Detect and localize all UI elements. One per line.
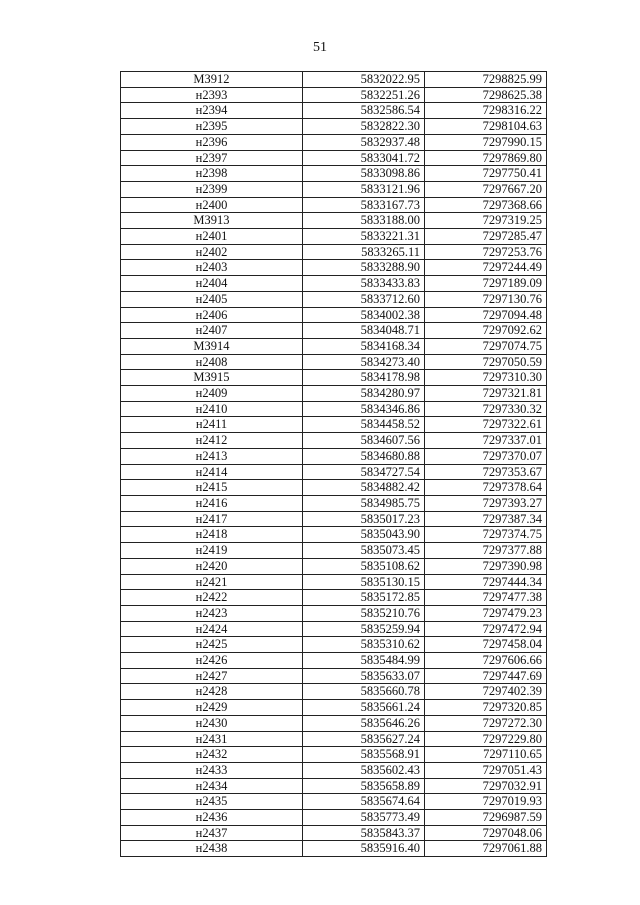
x-coordinate-cell: 5835310.62	[303, 637, 425, 653]
point-name-cell: н2407	[121, 323, 303, 339]
y-coordinate-cell: 7297322.61	[425, 417, 547, 433]
table-row	[121, 543, 547, 559]
x-coordinate-cell: 5834002.38	[303, 307, 425, 323]
point-name-cell: н2416	[121, 495, 303, 511]
table-row	[121, 354, 547, 370]
page-number: 51	[313, 40, 327, 55]
table-row	[121, 166, 547, 182]
table-row	[121, 715, 547, 731]
x-coordinate-cell: 5834882.42	[303, 480, 425, 496]
point-name-cell: н2408	[121, 354, 303, 370]
point-name-cell: н2394	[121, 103, 303, 119]
y-coordinate-cell: 7297051.43	[425, 762, 547, 778]
point-name-cell: н2426	[121, 653, 303, 669]
y-coordinate-cell: 7297472.94	[425, 621, 547, 637]
y-coordinate-cell: 7297061.88	[425, 841, 547, 857]
point-name-cell: МЗ913	[121, 213, 303, 229]
x-coordinate-cell: 5834178.98	[303, 370, 425, 386]
y-coordinate-cell: 7297750.41	[425, 166, 547, 182]
table-row	[121, 810, 547, 826]
x-coordinate-cell: 5835660.78	[303, 684, 425, 700]
point-name-cell: н2422	[121, 590, 303, 606]
y-coordinate-cell: 7297353.67	[425, 464, 547, 480]
point-name-cell: н2419	[121, 543, 303, 559]
x-coordinate-cell: 5832822.30	[303, 119, 425, 135]
x-coordinate-cell: 5835484.99	[303, 653, 425, 669]
x-coordinate-cell: 5834346.86	[303, 401, 425, 417]
table-row	[121, 291, 547, 307]
point-name-cell: н2405	[121, 291, 303, 307]
y-coordinate-cell: 7297377.88	[425, 543, 547, 559]
x-coordinate-cell: 5835043.90	[303, 527, 425, 543]
x-coordinate-cell: 5832937.48	[303, 134, 425, 150]
y-coordinate-cell: 7297402.39	[425, 684, 547, 700]
y-coordinate-cell: 7296987.59	[425, 810, 547, 826]
point-name-cell: н2403	[121, 260, 303, 276]
y-coordinate-cell: 7297272.30	[425, 715, 547, 731]
y-coordinate-cell: 7297094.48	[425, 307, 547, 323]
table-row	[121, 307, 547, 323]
point-name-cell: н2433	[121, 762, 303, 778]
point-name-cell: н2436	[121, 810, 303, 826]
point-name-cell: н2429	[121, 700, 303, 716]
y-coordinate-cell: 7297253.76	[425, 244, 547, 260]
point-name-cell: н2420	[121, 558, 303, 574]
point-name-cell: МЗ915	[121, 370, 303, 386]
x-coordinate-cell: 5834607.56	[303, 433, 425, 449]
table-row	[121, 244, 547, 260]
table-row	[121, 511, 547, 527]
x-coordinate-cell: 5833041.72	[303, 150, 425, 166]
x-coordinate-cell: 5832251.26	[303, 87, 425, 103]
table-row	[121, 731, 547, 747]
y-coordinate-cell: 7297310.30	[425, 370, 547, 386]
table-row	[121, 684, 547, 700]
table-row	[121, 197, 547, 213]
y-coordinate-cell: 7297330.32	[425, 401, 547, 417]
point-name-cell: н2423	[121, 605, 303, 621]
x-coordinate-cell: 5835017.23	[303, 511, 425, 527]
table-row	[121, 276, 547, 292]
point-name-cell: н2425	[121, 637, 303, 653]
y-coordinate-cell: 7297447.69	[425, 668, 547, 684]
table-row	[121, 103, 547, 119]
y-coordinate-cell: 7297869.80	[425, 150, 547, 166]
table-row	[121, 448, 547, 464]
table-row	[121, 72, 547, 88]
table-row	[121, 417, 547, 433]
x-coordinate-cell: 5834048.71	[303, 323, 425, 339]
x-coordinate-cell: 5835661.24	[303, 700, 425, 716]
point-name-cell: н2434	[121, 778, 303, 794]
table-row	[121, 621, 547, 637]
x-coordinate-cell: 5833712.60	[303, 291, 425, 307]
table-row	[121, 605, 547, 621]
table-row	[121, 323, 547, 339]
table-row	[121, 825, 547, 841]
x-coordinate-cell: 5835916.40	[303, 841, 425, 857]
x-coordinate-cell: 5835259.94	[303, 621, 425, 637]
point-name-cell: н2414	[121, 464, 303, 480]
y-coordinate-cell: 7297032.91	[425, 778, 547, 794]
x-coordinate-cell: 5835602.43	[303, 762, 425, 778]
table-row	[121, 401, 547, 417]
table-row	[121, 181, 547, 197]
table-row	[121, 527, 547, 543]
y-coordinate-cell: 7297378.64	[425, 480, 547, 496]
point-name-cell: н2396	[121, 134, 303, 150]
y-coordinate-cell: 7297479.23	[425, 605, 547, 621]
y-coordinate-cell: 7297606.66	[425, 653, 547, 669]
y-coordinate-cell: 7297092.62	[425, 323, 547, 339]
y-coordinate-cell: 7297050.59	[425, 354, 547, 370]
y-coordinate-cell: 7297130.76	[425, 291, 547, 307]
y-coordinate-cell: 7298825.99	[425, 72, 547, 88]
y-coordinate-cell: 7297337.01	[425, 433, 547, 449]
x-coordinate-cell: 5835646.26	[303, 715, 425, 731]
x-coordinate-cell: 5833167.73	[303, 197, 425, 213]
table-row	[121, 480, 547, 496]
point-name-cell: н2435	[121, 794, 303, 810]
table-row	[121, 637, 547, 653]
point-name-cell: н2395	[121, 119, 303, 135]
point-name-cell: н2437	[121, 825, 303, 841]
point-name-cell: н2402	[121, 244, 303, 260]
x-coordinate-cell: 5835773.49	[303, 810, 425, 826]
point-name-cell: н2412	[121, 433, 303, 449]
y-coordinate-cell: 7297189.09	[425, 276, 547, 292]
point-name-cell: н2415	[121, 480, 303, 496]
y-coordinate-cell: 7297368.66	[425, 197, 547, 213]
y-coordinate-cell: 7297393.27	[425, 495, 547, 511]
y-coordinate-cell: 7297990.15	[425, 134, 547, 150]
y-coordinate-cell: 7298104.63	[425, 119, 547, 135]
point-name-cell: н2404	[121, 276, 303, 292]
table-row	[121, 260, 547, 276]
table-row	[121, 653, 547, 669]
point-name-cell: н2417	[121, 511, 303, 527]
y-coordinate-cell: 7297320.85	[425, 700, 547, 716]
point-name-cell: н2410	[121, 401, 303, 417]
y-coordinate-cell: 7298316.22	[425, 103, 547, 119]
point-name-cell: н2397	[121, 150, 303, 166]
x-coordinate-cell: 5835633.07	[303, 668, 425, 684]
x-coordinate-cell: 5834680.88	[303, 448, 425, 464]
x-coordinate-cell: 5835210.76	[303, 605, 425, 621]
x-coordinate-cell: 5832022.95	[303, 72, 425, 88]
point-name-cell: н2418	[121, 527, 303, 543]
table-row	[121, 464, 547, 480]
table-row	[121, 150, 547, 166]
table-row	[121, 590, 547, 606]
point-name-cell: н2406	[121, 307, 303, 323]
y-coordinate-cell: 7297074.75	[425, 338, 547, 354]
point-name-cell: МЗ912	[121, 72, 303, 88]
x-coordinate-cell: 5835073.45	[303, 543, 425, 559]
x-coordinate-cell: 5835130.15	[303, 574, 425, 590]
point-name-cell: н2411	[121, 417, 303, 433]
table-row	[121, 119, 547, 135]
y-coordinate-cell: 7297321.81	[425, 386, 547, 402]
point-name-cell: н2398	[121, 166, 303, 182]
table-row	[121, 747, 547, 763]
y-coordinate-cell: 7297458.04	[425, 637, 547, 653]
table-row	[121, 700, 547, 716]
y-coordinate-cell: 7297319.25	[425, 213, 547, 229]
x-coordinate-cell: 5834273.40	[303, 354, 425, 370]
point-name-cell: н2393	[121, 87, 303, 103]
point-name-cell: н2424	[121, 621, 303, 637]
y-coordinate-cell: 7297229.80	[425, 731, 547, 747]
x-coordinate-cell: 5832586.54	[303, 103, 425, 119]
x-coordinate-cell: 5834168.34	[303, 338, 425, 354]
y-coordinate-cell: 7297667.20	[425, 181, 547, 197]
point-name-cell: н2427	[121, 668, 303, 684]
point-name-cell: н2438	[121, 841, 303, 857]
table-row	[121, 386, 547, 402]
x-coordinate-cell: 5833433.83	[303, 276, 425, 292]
x-coordinate-cell: 5835843.37	[303, 825, 425, 841]
point-name-cell: н2400	[121, 197, 303, 213]
x-coordinate-cell: 5833288.90	[303, 260, 425, 276]
point-name-cell: н2421	[121, 574, 303, 590]
x-coordinate-cell: 5833121.96	[303, 181, 425, 197]
point-name-cell: н2413	[121, 448, 303, 464]
y-coordinate-cell: 7297444.34	[425, 574, 547, 590]
x-coordinate-cell: 5834727.54	[303, 464, 425, 480]
x-coordinate-cell: 5833188.00	[303, 213, 425, 229]
y-coordinate-cell: 7297110.65	[425, 747, 547, 763]
x-coordinate-cell: 5834458.52	[303, 417, 425, 433]
coordinates-table	[120, 71, 547, 857]
table-row	[121, 558, 547, 574]
point-name-cell: н2399	[121, 181, 303, 197]
point-name-cell: МЗ914	[121, 338, 303, 354]
y-coordinate-cell: 7297244.49	[425, 260, 547, 276]
point-name-cell: н2430	[121, 715, 303, 731]
coordinates-table-body	[121, 72, 547, 857]
x-coordinate-cell: 5835568.91	[303, 747, 425, 763]
table-row	[121, 338, 547, 354]
table-row	[121, 574, 547, 590]
table-row	[121, 370, 547, 386]
point-name-cell: н2428	[121, 684, 303, 700]
y-coordinate-cell: 7297477.38	[425, 590, 547, 606]
x-coordinate-cell: 5834280.97	[303, 386, 425, 402]
x-coordinate-cell: 5833265.11	[303, 244, 425, 260]
point-name-cell: н2401	[121, 229, 303, 245]
y-coordinate-cell: 7297374.75	[425, 527, 547, 543]
table-row	[121, 778, 547, 794]
y-coordinate-cell: 7297048.06	[425, 825, 547, 841]
y-coordinate-cell: 7297285.47	[425, 229, 547, 245]
table-row	[121, 495, 547, 511]
x-coordinate-cell: 5834985.75	[303, 495, 425, 511]
x-coordinate-cell: 5835172.85	[303, 590, 425, 606]
x-coordinate-cell: 5835627.24	[303, 731, 425, 747]
x-coordinate-cell: 5833221.31	[303, 229, 425, 245]
point-name-cell: н2431	[121, 731, 303, 747]
x-coordinate-cell: 5833098.86	[303, 166, 425, 182]
table-row	[121, 229, 547, 245]
x-coordinate-cell: 5835674.64	[303, 794, 425, 810]
table-row	[121, 433, 547, 449]
y-coordinate-cell: 7297390.98	[425, 558, 547, 574]
table-row	[121, 762, 547, 778]
x-coordinate-cell: 5835108.62	[303, 558, 425, 574]
table-row	[121, 213, 547, 229]
table-row	[121, 668, 547, 684]
y-coordinate-cell: 7298625.38	[425, 87, 547, 103]
point-name-cell: н2432	[121, 747, 303, 763]
x-coordinate-cell: 5835658.89	[303, 778, 425, 794]
y-coordinate-cell: 7297387.34	[425, 511, 547, 527]
table-row	[121, 134, 547, 150]
table-row	[121, 794, 547, 810]
table-row	[121, 87, 547, 103]
point-name-cell: н2409	[121, 386, 303, 402]
table-row	[121, 841, 547, 857]
y-coordinate-cell: 7297370.07	[425, 448, 547, 464]
y-coordinate-cell: 7297019.93	[425, 794, 547, 810]
